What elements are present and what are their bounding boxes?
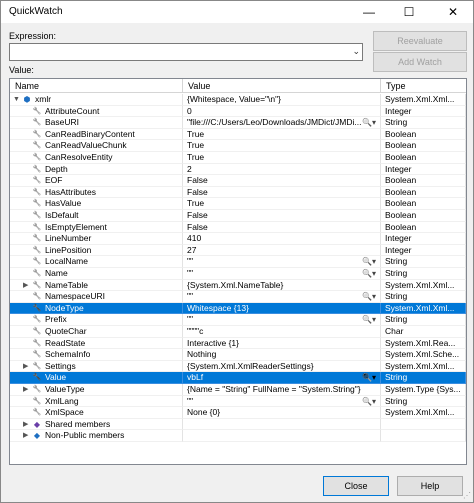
wrench-icon: 🔧 <box>32 397 42 405</box>
name-cell <box>10 419 183 431</box>
type-cell: Integer <box>381 245 466 257</box>
table-row[interactable] <box>10 303 466 315</box>
expand-right-icon[interactable]: ▶ <box>23 432 29 440</box>
table-row[interactable] <box>10 407 466 419</box>
table-row[interactable] <box>10 338 466 350</box>
wrench-icon: 🔧 <box>32 362 42 370</box>
type-cell: System.Xml.Rea... <box>381 338 466 350</box>
shared-members-icon: ◆ <box>33 419 41 429</box>
column-header-type[interactable]: Type <box>386 81 406 91</box>
type-cell: Char <box>381 326 466 338</box>
row-name: CanReadValueChunk <box>45 140 127 151</box>
wrench-icon: 🔧 <box>32 200 42 208</box>
wrench-icon: 🔧 <box>32 235 42 243</box>
table-row[interactable] <box>10 198 466 210</box>
value-cell[interactable] <box>183 268 381 280</box>
row-value: 410 <box>187 233 202 244</box>
name-cell <box>10 164 183 176</box>
type-cell: System.Xml.Xml... <box>381 361 466 373</box>
value-cell[interactable] <box>183 175 381 187</box>
magnifier-icon[interactable]: 🔍▾ <box>362 396 376 406</box>
expand-down-icon[interactable]: ▼ <box>13 96 20 103</box>
object-icon: ⬢ <box>23 95 31 104</box>
expand-right-icon[interactable]: ▶ <box>23 386 29 393</box>
type-cell: String <box>381 256 466 268</box>
wrench-icon: 🔧 <box>32 293 42 301</box>
maximize-icon[interactable]: ☐ <box>403 5 415 19</box>
close-button[interactable]: Close <box>323 476 389 496</box>
value-cell[interactable] <box>183 407 381 419</box>
wrench-icon: 🔧 <box>32 304 42 312</box>
close-icon[interactable]: ✕ <box>447 5 459 19</box>
value-cell[interactable] <box>183 164 381 176</box>
grid-header <box>10 79 466 93</box>
name-cell <box>10 256 183 268</box>
type-cell: Integer <box>381 106 466 118</box>
table-row[interactable] <box>10 419 466 431</box>
row-name: CanResolveEntity <box>45 152 113 162</box>
row-value: Whitespace {13} <box>187 302 249 313</box>
table-row[interactable] <box>10 106 466 118</box>
type-cell: System.Xml.Xml... <box>381 280 466 292</box>
name-cell <box>10 291 183 303</box>
table-row[interactable] <box>10 245 466 257</box>
name-cell <box>10 338 183 350</box>
value-cell[interactable] <box>183 326 381 338</box>
table-row[interactable] <box>10 314 466 326</box>
name-cell <box>10 187 183 199</box>
table-row[interactable] <box>10 291 466 303</box>
table-row[interactable] <box>10 94 466 106</box>
magnifier-icon[interactable]: 🔍▾ <box>362 118 376 128</box>
value-cell[interactable] <box>183 430 381 442</box>
wrench-icon: 🔧 <box>32 177 42 185</box>
row-value: {Whitespace, Value="\n"} <box>187 94 282 104</box>
row-value: "" <box>187 395 194 406</box>
row-value: False <box>187 175 208 186</box>
magnifier-icon[interactable]: 🔍▾ <box>362 373 376 383</box>
row-name: XmlSpace <box>45 407 84 418</box>
row-value: 27 <box>187 244 197 255</box>
row-name: Prefix <box>45 314 67 325</box>
value-cell[interactable] <box>183 106 381 118</box>
table-row[interactable] <box>10 152 466 164</box>
name-cell <box>10 280 183 292</box>
value-cell[interactable] <box>183 187 381 199</box>
type-cell: Boolean <box>381 129 466 141</box>
value-cell[interactable] <box>183 361 381 373</box>
table-row[interactable] <box>10 268 466 280</box>
row-name: Settings <box>45 360 76 371</box>
row-value: False <box>187 210 208 220</box>
table-row[interactable] <box>10 175 466 187</box>
row-value: "" <box>187 256 194 267</box>
row-name: Value <box>45 372 67 383</box>
value-cell[interactable] <box>183 280 381 292</box>
value-cell[interactable] <box>183 314 381 326</box>
name-cell <box>10 303 183 315</box>
type-cell: Boolean <box>381 140 466 152</box>
row-name: IsEmptyElement <box>45 221 107 232</box>
non-public-icon: ◆ <box>33 431 41 441</box>
row-name: HasValue <box>45 198 82 209</box>
row-value: Interactive {1} <box>187 337 239 348</box>
value-cell[interactable] <box>183 245 381 257</box>
wrench-icon: 🔧 <box>32 142 42 150</box>
type-cell: Boolean <box>381 152 466 164</box>
row-name: Name <box>45 268 68 278</box>
row-value: {Name = "String" FullName = "System.String"} <box>187 384 361 394</box>
row-name: EOF <box>45 175 63 186</box>
resize-grip-icon[interactable]: ⋰ <box>463 491 471 500</box>
reevaluate-button[interactable]: Reevaluate <box>373 31 467 51</box>
expand-right-icon[interactable]: ▶ <box>23 420 29 428</box>
dialog-footer <box>1 470 473 502</box>
row-value: False <box>187 186 208 197</box>
wrench-icon: 🔧 <box>32 374 42 382</box>
row-name: LocalName <box>45 256 88 267</box>
name-cell <box>10 372 183 384</box>
name-cell <box>10 175 183 187</box>
value-cell[interactable] <box>183 152 381 164</box>
wrench-icon: 🔧 <box>32 316 42 324</box>
name-cell <box>10 326 183 338</box>
magnifier-icon[interactable]: 🔍▾ <box>362 269 376 278</box>
type-cell: Boolean <box>381 222 466 234</box>
expression-label: Expression: <box>9 31 57 41</box>
type-cell: Integer <box>381 164 466 176</box>
minimize-icon[interactable]: — <box>363 5 375 19</box>
wrench-icon: 🔧 <box>32 165 42 173</box>
name-cell <box>10 430 183 442</box>
name-cell <box>10 396 183 408</box>
row-value: "" <box>187 268 194 278</box>
row-value: {System.Xml.XmlReaderSettings} <box>187 360 314 371</box>
expand-right-icon[interactable]: ▶ <box>23 281 29 289</box>
type-cell: String <box>381 117 466 129</box>
row-name: LinePosition <box>45 244 92 255</box>
row-name: AttributeCount <box>45 105 100 116</box>
magnifier-icon[interactable]: 🔍▾ <box>362 315 376 325</box>
name-cell <box>10 349 183 361</box>
table-row[interactable] <box>10 396 466 408</box>
value-cell[interactable] <box>183 372 381 384</box>
type-cell: System.Type {Sys... <box>381 384 466 396</box>
row-name: HasAttributes <box>45 186 97 197</box>
row-value: 0 <box>187 105 192 116</box>
title-bar[interactable] <box>1 1 473 23</box>
row-name: Shared members <box>45 418 111 429</box>
value-cell[interactable] <box>183 396 381 408</box>
row-value: """"c <box>187 326 204 336</box>
row-name: NameTable <box>45 279 88 290</box>
value-cell[interactable] <box>183 117 381 129</box>
row-name: NodeType <box>45 302 84 313</box>
wrench-icon: 🔧 <box>32 270 42 277</box>
row-value: "file:///C:/Users/Leo/Downloads/JMDict/JMDi... <box>187 117 362 128</box>
chevron-down-icon[interactable]: ⌄ <box>352 46 360 56</box>
type-cell: Boolean <box>381 187 466 199</box>
name-cell <box>10 129 183 141</box>
value-cell[interactable] <box>183 210 381 222</box>
name-cell <box>10 245 183 257</box>
table-row[interactable] <box>10 187 466 199</box>
row-name: SchemaInfo <box>45 349 91 360</box>
wrench-icon: 🔧 <box>32 258 42 266</box>
table-row[interactable] <box>10 280 466 292</box>
row-value: Nothing <box>187 349 217 360</box>
wrench-icon: 🔧 <box>32 386 42 393</box>
row-name: LineNumber <box>45 233 92 244</box>
row-value: True <box>187 198 205 209</box>
type-cell: System.Xml.Xml... <box>381 407 466 419</box>
name-cell <box>10 106 183 118</box>
table-row[interactable] <box>10 372 466 384</box>
table-row[interactable] <box>10 210 466 222</box>
value-cell[interactable] <box>183 140 381 152</box>
row-value: "" <box>187 291 194 302</box>
table-row[interactable] <box>10 222 466 234</box>
value-cell[interactable] <box>183 233 381 245</box>
table-row[interactable] <box>10 117 466 129</box>
magnifier-icon[interactable]: 🔍▾ <box>362 257 376 267</box>
type-cell: String <box>381 291 466 303</box>
wrench-icon: 🔧 <box>32 212 42 219</box>
type-cell: Boolean <box>381 210 466 222</box>
name-cell <box>10 314 183 326</box>
type-cell: String <box>381 268 466 280</box>
row-value: False <box>187 221 208 232</box>
value-label: Value: <box>9 65 34 75</box>
value-cell[interactable] <box>183 338 381 350</box>
name-cell <box>10 407 183 419</box>
wrench-icon: 🔧 <box>32 223 42 231</box>
table-row[interactable] <box>10 233 466 245</box>
value-cell[interactable] <box>183 222 381 234</box>
magnifier-icon[interactable]: 🔍▾ <box>362 292 376 302</box>
wrench-icon: 🔧 <box>32 351 42 359</box>
type-cell: System.Xml.Sche... <box>381 349 466 361</box>
row-name: QuoteChar <box>45 326 87 336</box>
type-cell: System.Xml.Xml... <box>381 94 466 106</box>
name-cell <box>10 222 183 234</box>
value-cell[interactable] <box>183 419 381 431</box>
type-cell: Integer <box>381 233 466 245</box>
row-value: {System.Xml.NameTable} <box>187 279 284 290</box>
row-name: Non-Public members <box>45 430 125 441</box>
table-row[interactable] <box>10 349 466 361</box>
add-watch-button[interactable]: Add Watch <box>373 52 467 72</box>
name-cell <box>10 361 183 373</box>
value-cell[interactable] <box>183 349 381 361</box>
wrench-icon: 🔧 <box>32 339 42 347</box>
row-name: IsDefault <box>45 210 79 220</box>
window-title: QuickWatch <box>9 6 63 17</box>
wrench-icon: 🔧 <box>32 246 42 254</box>
row-value: True <box>187 140 205 151</box>
name-cell <box>10 268 183 280</box>
name-cell <box>10 210 183 222</box>
row-name: CanReadBinaryContent <box>45 128 135 139</box>
table-row[interactable] <box>10 129 466 141</box>
row-value: True <box>187 152 205 162</box>
name-cell <box>10 233 183 245</box>
name-cell <box>10 198 183 210</box>
type-cell <box>381 419 466 431</box>
row-name: NamespaceURI <box>45 291 105 302</box>
watch-grid[interactable] <box>9 78 467 465</box>
row-name: Depth <box>45 163 68 174</box>
wrench-icon: 🔧 <box>32 130 42 138</box>
help-button[interactable]: Help <box>397 476 463 496</box>
wrench-icon: 🔧 <box>32 154 42 161</box>
row-name: BaseURI <box>45 117 80 128</box>
type-cell: System.Xml.Xml... <box>381 303 466 315</box>
value-cell[interactable] <box>183 256 381 268</box>
table-row[interactable] <box>10 430 466 442</box>
wrench-icon: 🔧 <box>32 107 42 115</box>
name-cell <box>10 140 183 152</box>
value-cell[interactable] <box>183 303 381 315</box>
wrench-icon: 🔧 <box>32 281 42 289</box>
value-cell[interactable] <box>183 384 381 396</box>
row-value: None {0} <box>187 407 221 418</box>
type-cell: String <box>381 372 466 384</box>
value-cell[interactable] <box>183 198 381 210</box>
row-value: 2 <box>187 163 192 174</box>
name-cell <box>10 117 183 129</box>
wrench-icon: 🔧 <box>32 119 42 127</box>
type-cell <box>381 430 466 442</box>
row-value: vbLf <box>187 372 204 383</box>
value-cell[interactable] <box>183 291 381 303</box>
row-name: XmlLang <box>45 395 79 406</box>
name-cell <box>10 152 183 164</box>
row-value: True <box>187 128 205 139</box>
name-cell <box>10 384 183 396</box>
column-header-value[interactable]: Value <box>183 79 381 93</box>
wrench-icon: 🔧 <box>32 328 42 335</box>
row-name: ReadState <box>45 337 86 348</box>
value-cell[interactable] <box>183 129 381 141</box>
row-value: "" <box>187 314 194 325</box>
type-cell: Boolean <box>381 175 466 187</box>
type-cell: Boolean <box>381 198 466 210</box>
table-row[interactable] <box>10 164 466 176</box>
name-cell <box>10 94 183 106</box>
table-row[interactable] <box>10 361 466 373</box>
value-cell[interactable] <box>183 94 381 106</box>
table-row[interactable] <box>10 384 466 396</box>
table-row[interactable] <box>10 140 466 152</box>
wrench-icon: 🔧 <box>32 188 42 196</box>
row-name: ValueType <box>45 384 85 394</box>
type-cell: String <box>381 396 466 408</box>
column-header-name[interactable]: Name <box>10 79 183 93</box>
expand-right-icon[interactable]: ▶ <box>23 362 29 370</box>
table-row[interactable] <box>10 326 466 338</box>
table-row[interactable] <box>10 256 466 268</box>
expression-input[interactable] <box>9 43 363 61</box>
row-name: xmlr <box>35 94 52 104</box>
type-cell: String <box>381 314 466 326</box>
wrench-icon: 🔧 <box>32 409 42 417</box>
